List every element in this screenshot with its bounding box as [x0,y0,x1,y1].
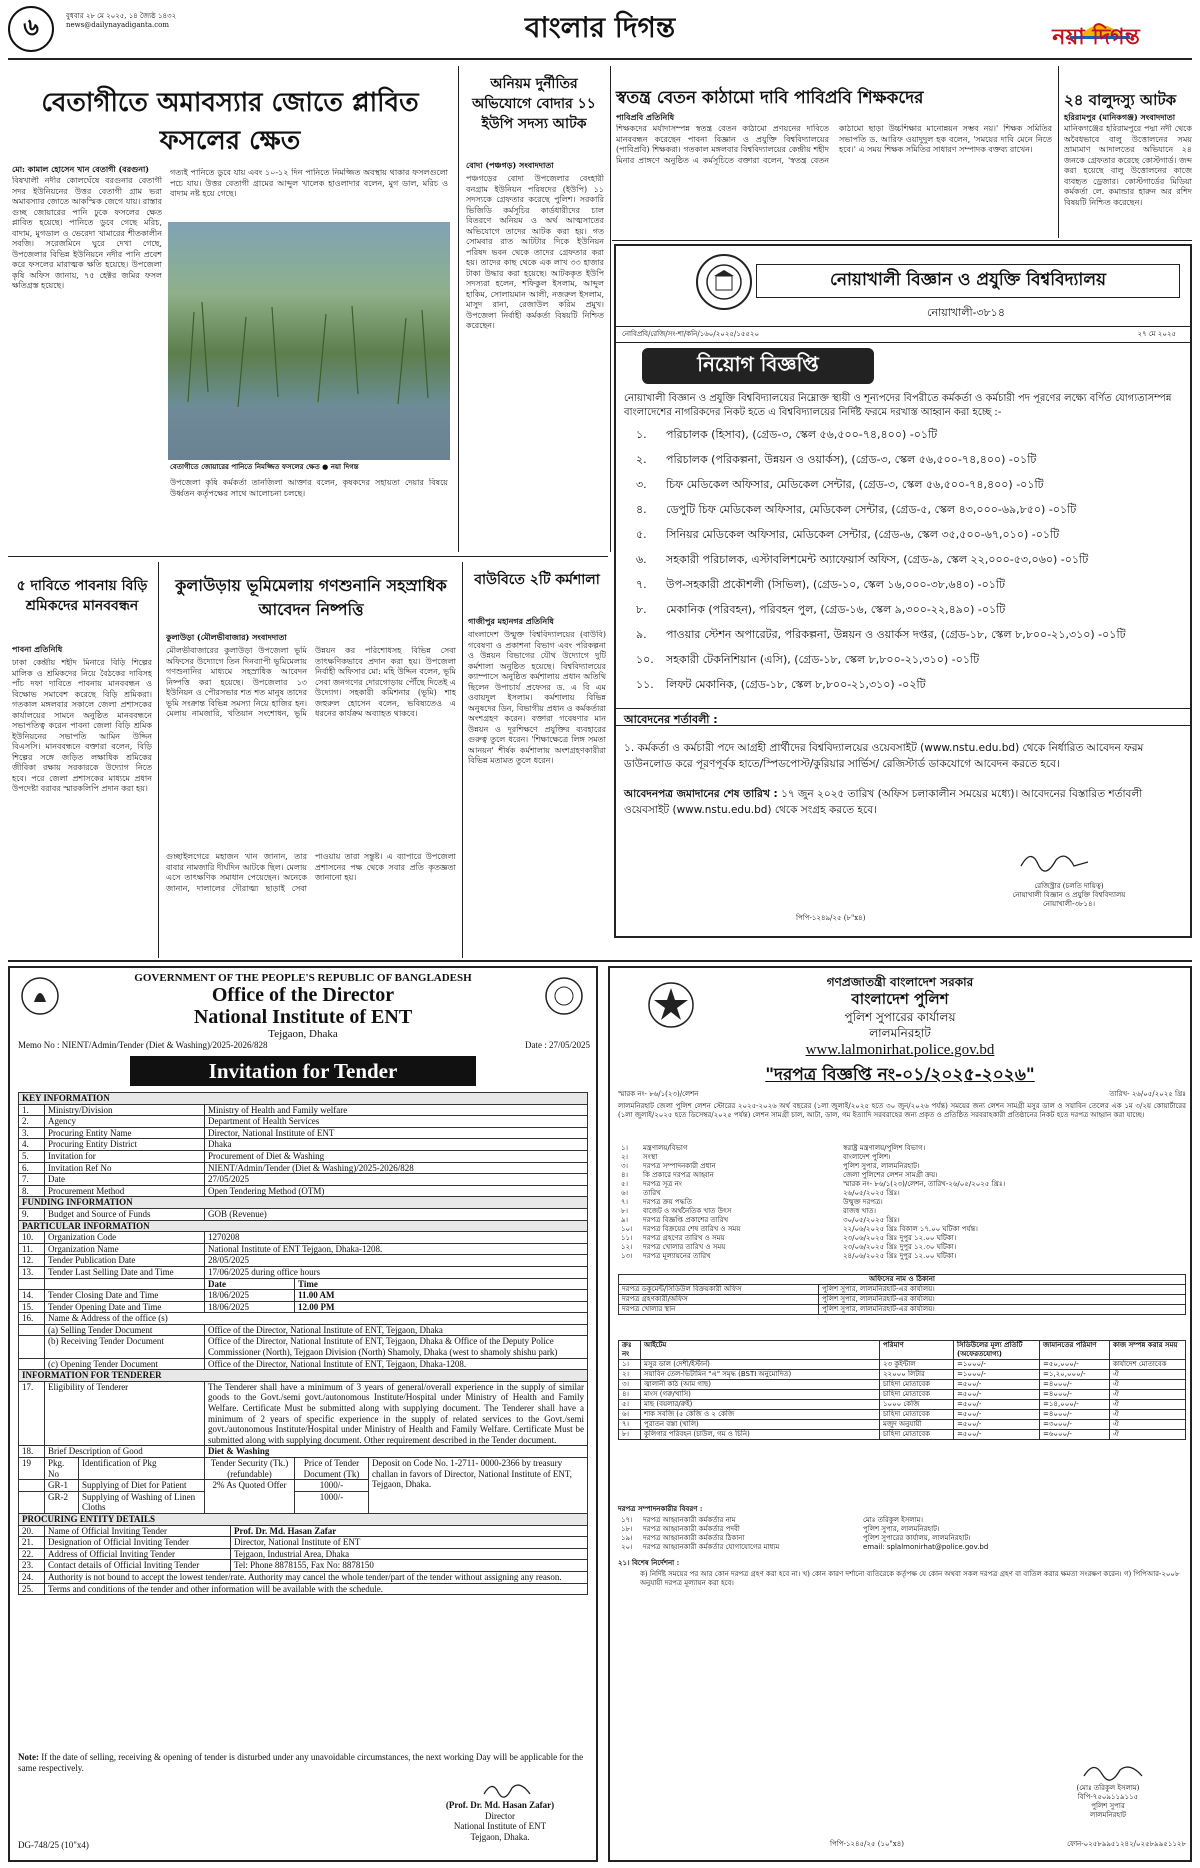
table-row: ১১। দরপত্র গ্রহণের তারিখ ও সময় ২৩/০৬/২০২৫ খ্রিঃ দুপুর ১২.০০ ঘটিকা। [621,1234,957,1242]
table-row: 11. Organization Name National Institute of ENT Tejgaon, Dhaka-1208. [19,1243,588,1255]
table-row: 3. Procuring Entity Name Director, National Institute of ENT [19,1127,588,1139]
nstu-condition-1: ১. কর্মকর্তা ও কর্মচারী পদে আগ্রহী প্রার্থীদের বিশ্ববিদ্যালয়ের ওয়েবসাইট (www.nstu.edu.bd) থেকে নির্ধারিত আবেদন ফরম ডাউনলোড করে পূরণপূর্বক হাতে/স্পিডপোস্ট/কুরিয়ার সার্ভিস/ রেজিস্টার্ড ডাকযোগে আবেদন করতে হবে। [624,742,1144,770]
police-sign-id: বিপি-৭৫০৯১১৯১১৫ [1077,1793,1139,1801]
police-org: বাংলাদেশ পুলিশ [851,990,949,1008]
police-memo: স্মারক নং- ৮৬/১(২৩)/লেশন [618,1090,699,1098]
date-line [66,12,266,30]
table-row: দরপত্র গ্রহণকারী/অফিস পুলিশ সুপার, লালমনিরহাট-এর কার্যালয়। [619,1295,1186,1305]
ent-table [18,1092,588,1595]
police-signature [1080,1758,1150,1782]
page-number: ৬ [23,13,39,41]
ent-note [18,1752,588,1774]
section-title: বাংলার দিগন্ত [524,11,676,44]
table-row: 12. Tender Publication Date 28/05/2025 [19,1255,588,1267]
ent-section: PROCURING ENTITY DETAILS [19,1513,588,1525]
table-row: ৩। দরপত্র সম্পাদনকারী প্রধান পুলিশ সুপার, লালমনিরহাট। [621,1162,920,1170]
ent-sign-place: Tejgaon, Dhaka. [470,1831,530,1842]
nstu-date: ২৭ মে ২০২৫ [1137,330,1176,338]
email-link[interactable]: news@dailynayadiganta.com [66,21,169,29]
police-intro: লালমনিরহাট জেলা পুলিশ লেশন স্টোরের ২০২৫-২০২৬ অর্থ বছরের (১লা জুলাই/২০২৫ হতে ৩০ জুন/২০২৬ পর্যন্ত) সময়ের জন্য লেশন সামগ্রী মসুর ডাল ও সয়াবিন তেলের এক ১ম ৩/২য় কোয়ার্টারের (১লা জুলাই/২০২৫ হতে ডিসেম্বর/২০২৫ পর্যন্ত) লেশন সামগ্রী চাল, আটা, ডাল, গম ইত্যাদি সরবরাহের জন্য প্রকৃত ও প্রতিষ্ঠিত সরবরাহকারী প্রতিষ্ঠানের নিকট হতে দরপত্র আহ্বান করা যাচ্ছে। [618,1102,1186,1119]
table-row: ৫। দরপত্র সূত্র নং স্মারক নং- ৮৬/১(২৩)/লেশন, তারিখ-২৬/০৫/২০২৫ খ্রিঃ। [621,1180,1006,1188]
nstu-title: নিয়োগ বিজ্ঞপ্তি [697,351,819,376]
police-phone: ফোন-০২৫৮৯৯৫১২৪২/০২৫৮৯৯৫১১২৮ [1067,1840,1186,1848]
table-row: 23. Contact details of Official Inviting Tender Tel: Phone 8878155, Fax No: 8878150 [19,1560,588,1572]
ent-sign-title: Director [485,1810,515,1821]
table-row: 21. Designation of Official Inviting Tender Director, National Institute of ENT [19,1537,588,1549]
nstu-post: ৯. পাওয়ার স্টেশন অপারেটর, পরিকল্পনা, উন্নয়ন ও ওয়ার্কস দপ্তর, (গ্রেড-১৮, স্কেল ৮,৮০০-২১,৩১০) -০১টি [636,628,1126,641]
table-row: 15. Tender Opening Date and Time 18/06/2025 12.00 PM [19,1301,588,1313]
police-special: ক) নির্দিষ্ট সময়ের পর আর কোন দরপত্র গ্রহণ করা হবে না। খ) কোন কারণ দর্শানো ব্যতিরেকে কর্তৃপক্ষ যে কোন অথবা সকল দরপত্র গ্রহণ বা বাতিল করার ক্ষমতা সংরক্ষণ করেন। গ) পিপিআর-২০০৮ অনুযায়ী দরপত্র মূল্যায়ন করা হবে। [640,1570,1180,1587]
police-signatory [1030,1784,1186,1820]
nstu-deadline: ১৭ জুন ২০২৫ তারিখ (অফিস চলাকালীন সময়ের মধ্যে)। আবেদনের বিস্তারিত শর্তাবলী ওয়েবসাইট (www.nstu.edu.bd) থেকে সংগ্রহ করতে হবে। [624,788,1143,816]
table-row: (a) Selling Tender Document Office of the Director, National Institute of ENT, Tejgaon, Dhaka [19,1324,588,1336]
flood-photo-caption: বেতাগীতে জোয়ারের পানিতে নিমজ্জিত ফসলের ক্ষেত ● নয়া দিগন্ত [170,462,359,471]
police-office: পুলিশ সুপারের কার্যালয় [844,1010,956,1024]
table-row: 9. Budget and Source of Funds GOB (Revenue) [19,1208,588,1220]
salary-headline: স্বতন্ত্র বেতন কাঠামো দাবি পাবিপ্রবি শিক্ষকদের [616,88,924,108]
land-body: মৌলভীবাজারের কুলাউড়া উপজেলা ভূমি অফিসের উদ্যোগে তিন দিনব্যাপী ভূমিমেলায় গণশুনানির মাধ্যমে সহস্রাধিক আবেদন নিষ্পত্তি করা হয়েছে। উপজেলার ১৩ ইউনিয়ন ও পৌরসভার শত শত মানুষ তাদের ভূমি সংক্রান্ত বিভিন্ন সমস্যা নিয়ে হাজির হন। মেলায় নামজারি, খতিয়ান সংশোধন, ভূমি উন্নয়ন কর পরিশোধসহ বিভিন্ন সেবা তাৎক্ষণিকভাবে প্রদান করা হয়। উপজেলা নির্বাহী অফিসার মো: মহি উদ্দিন বলেন, ভূমি সেবা জনগণের দোরগোড়ায় পৌঁছে দিতেই এ উদ্যোগ। সহকারী কমিশনার (ভূমি) শাহ জহুরুল হোসেন বলেন, ভবিষ্যতেও এ ধরনের কার্যক্রম অব্যাহত থাকবে। [166,646,456,718]
table-row: (c) Opening Tender Document Office of the Director, National Institute of ENT, Tejgaon, Dhaka-1208. [19,1358,588,1370]
flood-byline: মো: কামাল হোসেন খান বেতাগী (বরগুনা) [12,164,150,174]
nstu-post: ৭. উপ-সহকারী প্রকৌশলী (সিভিল), (গ্রেড-১০, স্কেল ১৬,০০০-৩৮,৬৪০) -০১টি [636,578,1006,591]
nstu-post: ১. পরিচালক (হিসাব), (গ্রেড-৩, স্কেল ৫৬,৫০০-৭৪,৪০০) -০১টি [636,428,938,441]
nstu-post: ৫. সিনিয়র মেডিকেল অফিসার, মেডিকেল সেন্টার, (গ্রেড-৬, স্কেল ৩৫,৫০০-৬৭,০১০) -০১টি [636,528,1060,541]
sand-headline: ২৪ বালুদস্যু আটক [1064,91,1177,109]
police-place: লালমনিরহাট [869,1026,931,1040]
police-title: "দরপত্র বিজ্ঞপ্তি নং-০১/২০২৫-২০২৬" [765,1065,1035,1085]
crop-field-icon [168,222,450,460]
table-row: GR-2 Supplying of Washing of Linen Cloths 1000/- [19,1491,588,1513]
logo-text: নয়া দিগন্ত [1052,25,1140,50]
ent-section: KEY INFORMATION [19,1093,588,1105]
police-special-label: ২১। বিশেষ নির্দেশনা : [618,1558,680,1567]
table-row: 25. Terms and conditions of the tender and other information will be available with the schedule. [19,1583,588,1595]
sand-body: মানিকগঞ্জের হরিরামপুরে পদ্মা নদী থেকে অবৈধভাবে বালু উত্তোলনের সময় ভ্রাম্যমাণ আদালতের অভিযানে ২৪ জনকে গ্রেফতার করেছে কোস্টগার্ড। জব্দ করা হয়েছে বালু উত্তোলনের কাজে ব্যবহৃত ড্রেজার। কোস্টগার্ডের মিডিয়া কর্মকর্তা লে. কমান্ডার হারুন অর রশিদ বিষয়টি নিশ্চিত করেছেন। [1064,124,1192,207]
nstu-post: ৮. মেকানিক (পরিবহন), পরিবহন পুল, (গ্রেড-১৬, স্কেল ৯,৩০০-২২,৪৯০) -০১টি [636,603,1006,616]
table-row: 16. Name & Address of the office (s) [19,1313,588,1325]
table-row: 19 Pkg. No Identification of Pkg Tender Security (Tk.) (refundable) Price of Tender Document (Tk) Deposit on Code No. 1-2711- 0000-2366 by treasury challan in favors of Director, National Institute of ENT, Tejgaon, Dhaka. [19,1458,588,1480]
ent-office-1: Office of the Director [211,984,395,1006]
nstu-signature [1016,846,1096,876]
flood-photo [168,222,450,460]
police-gov: গণপ্রজাতন্ত্রী বাংলাদেশ সরকার [826,975,974,989]
police-tender [608,966,1192,1862]
table-row: 6. Invitation Ref No NIENT/Admin/Tender (Diet & Washing)/2025-2026/828 [19,1162,588,1174]
ent-section: INFORMATION FOR TENDERER [19,1370,588,1382]
police-pid: পিপি-১২৪৫/২৫ (১০"x৪) [830,1840,904,1848]
nstu-signatory [956,882,1182,909]
table-row: (b) Receiving Tender Document Office of the Director, National Institute of ENT, Tejgaon, Dhaka & Office of the Deputy Police Commissioner (North), Tejgaon Division (North) Shamoly, Dhaka (west to shamoly shishu park) [19,1336,588,1358]
table-row: 2. Agency Department of Health Services [19,1116,588,1128]
arrest-byline: বোদা (পঞ্চগড়) সংবাদদাতা [466,160,554,170]
nstu-notice [614,244,1192,938]
bangladesh-emblem-icon [20,976,60,1016]
table-row: ৬। শাক সবজি (৫ কেজি ও ২ কেজি চাহিদা মোতাবেক =৫০০/- =৪০০০/- ঐ [619,1410,1186,1420]
ent-note-label: Note: [18,1752,39,1762]
table-row: ৮। বাজেট ও অর্থনৈতিক খাত উৎস রাজস্ব খাত। [621,1207,877,1215]
land-body-2: গুচ্ছাইলগেরে মহাজন খান জানান, তার বাবার নামজারি দীর্ঘদিন আটকে ছিল। মেলায় এসে তাৎক্ষণিক সমাধান পেয়েছেন। অনেকে জানান, দালালের দৌরাত্ম্য ছাড়াই সেবা পাওয়ায় তারা সন্তুষ্ট। এ ব্যাপারে উপজেলা প্রশাসনের পক্ষ থেকে সবার প্রতি কৃতজ্ঞতা জানানো হয়। [166,852,456,893]
table-row: 24. Authority is not bound to accept the lowest tender/rate. Authority may cancel the whole tender/part of the tender without assigning any reason. [19,1571,588,1583]
table-row: ৪। কি প্রকারে দরপত্র আহ্বান জেলা পুলিশের লেশন সামগ্রী ক্রয়। [621,1171,938,1179]
ent-logo [544,976,584,1016]
table-row: ১০। দরপত্র বিক্রয়ের শেষ তারিখ ও সময় ২২/০৬/২০২৫ খ্রিঃ বিকাল ১৭.০০ ঘটিকা পর্যন্ত। [621,1225,978,1233]
table-row: ১৭। দরপত্র আহ্বানকারী কর্মকর্তার নাম মোঃ তরিকুল ইসলাম। [621,1516,924,1524]
table-row: 13. Tender Last Selling Date and Time 17/06/2025 during office hours [19,1266,588,1278]
police-items-table: ক্রঃ নং আইটেম পরিমাণ সিডিউলের মূল্য প্রতিটি (অফেরতযোগ্য) জামানতের পরিমাণ কাজ সম্পন্ন করার সময় ১। মসুর ডাল (দেশী/ইস্টার্ন) ২৩ কুইন্টাল =১০০০/- =৫০,০০০/- কার্যাদেশ মোতাবেক ২। সয়াবিন তেল-ভিটামিন "এ" সমৃদ্ধ (BSTI অনুমোদিত) ২২০০০ লিটার =১০০০/- =১,২০,০০০/- ঐ ৩। জ্বালানী কাঠ (আম গাছ) চাহিদা মোতাবেক =৫০০/- =৪০০০/- ঐ ৪। মাংস (গরু/খাসি) চাহিদা মোতাবেক =৫০০/- =৪০০০/- ঐ ৫। মাছ (বয়লার/রুই) ১০০০ কেজি =৫০০/- =১৪,০০০/- ঐ ৬। শাক সবজি (৫ কেজি ও ২ কেজি চাহিদা মোতাবেক =৫০০/- =৪০০০/- ঐ ৭। পুরাতন বস্তা (খালি) মজুদ অনুযায়ী =৫০০/- =৩০০০/- ঐ ৮। কুলিগার পরিবহন (চাউল, গম ও চিনি) চাহিদা মোতাবেক =৫০০/- =৬০০০/- ঐ [618,1340,1186,1440]
nstu-pid: পিপি-১২৪৯/২৫ (৮"x৪) [796,914,866,922]
table-row: ৩। জ্বালানী কাঠ (আম গাছ) চাহিদা মোতাবেক =৫০০/- =৪০০০/- ঐ [619,1380,1186,1390]
nstu-intro: নোয়াখালী বিজ্ঞান ও প্রযুক্তি বিশ্ববিদ্যালয়ের নিম্নোক্ত স্থায়ী ও শূন্যপদের বিপরীতে কর্মকর্তা ও কর্মচারী পদ পূরণের লক্ষ্যে বর্ণিত যোগ্যতাসম্পন্ন বাংলাদেশের নাগরিকদের নিকট হতে এ বিশ্ববিদ্যালয়ের নির্দিষ্ট ফরমে দরখাস্ত আহ্বান করা হচ্ছে :- [624,393,1172,418]
ent-sign-org: National Institute of ENT [453,1821,547,1831]
nstu-conditions-label: আবেদনের শর্তাবলী : [624,713,718,726]
table-row: ২০। দরপত্র আহ্বানকারী কর্মকর্তার যোগাযোগের মাধ্যম email: splalmonirhat@police.gov.bd [621,1543,989,1551]
table-row: ৯। দরপত্র বিজ্ঞপ্তি প্রকাশের তারিখ ৩০/০৫/২০২৫ খ্রিঃ। [621,1216,900,1224]
nstu-logo [696,254,752,310]
signature-icon [1016,846,1096,876]
table-row: 5. Invitation for Procurement of Diet & Washing [19,1150,588,1162]
table-row: 7. Date 27/05/2025 [19,1174,588,1186]
ent-section: FUNDING INFORMATION [19,1197,588,1209]
workers-body: ঢাকা কেন্দ্রীয় শহীদ মিনারে বিড়ি শিল্পের মালিক ও শ্রমিকদের নিয়ে বৈঠকের দাবিসহ পাঁচ দফা দাবিতে পাবনায় মানববন্ধন ও বিক্ষোভ সমাবেশ করেছে বিড়ি শ্রমিকরা। গতকাল মঙ্গলবার সকালে জেলা প্রশাসকের কার্যালয়ের সামনে অনুষ্ঠিত মানববন্ধনে সভাপতিত্ব করেন পাবনা জেলা বিড়ি শ্রমিক ইউনিয়নের সভাপতি আমিন উদ্দিন বিএসসি। মানববন্ধনে বক্তারা বলেন, বিড়ি শিল্পের সঙ্গে জড়িত লক্ষাধিক শ্রমিকের জীবিকা রক্ষায় সরকারকে উদ্যোগ নিতে হবে। পরে জেলা প্রশাসকের মাধ্যমে প্রধান উপদেষ্টা বরাবর স্মারকলিপি প্রদান করা হয়। [12,658,152,793]
nstu-signatory-org: নোয়াখালী বিজ্ঞান ও প্রযুক্তি বিশ্ববিদ্যালয় [1012,891,1126,899]
nstu-post: ১১. লিফট মেকানিক, (গ্রেড-১৮, স্কেল ৮,৮০০-২১,৩১০) -০২টি [636,678,926,691]
ent-dg: DG-748/25 (10"x4) [18,1840,89,1850]
signature-icon [480,1778,540,1800]
police-sign-place: লালমনিরহাট [1090,1811,1126,1819]
arrest-body: পঞ্চগড়ের বোদা উপজেলার বেংহারী বনগ্রাম ইউনিয়ন পরিষদের (ইউপি) ১১ সদস্যকে গ্রেফতার করেছে পুলিশ। সরকারি ভিজিডি কর্মসূচির কার্ডধারীদের চাল বিতরণে অনিয়ম ও অর্থ আত্মসাতের অভিযোগে তাদের আটক করা হয়। গত সোমবার রাত আটটার দিকে ইউনিয়ন পরিষদ ভবন থেকে তাদের গ্রেফতার করা হয়। তাদের কাছ থেকে এক লাখ ৩৩ হাজার টাকা উদ্ধার করা হয়েছে। আটককৃত ইউপি সদস্যরা হলেন, শফিকুল ইসলাম, আব্দুল হাকিম, সোলায়মান আলী, নজরুল ইসলাম, মাসুদ রানা, রেজাউল করিম প্রমুখ। উপজেলা নির্বাহী কর্মকর্তা বিষয়টি নিশ্চিত করেছেন। [466,174,604,330]
police-office-head: অফিসের নাম ও ঠিকানা [619,1275,1186,1285]
flood-headline: বেতাগীতে অমাবস্যার জোতে প্লাবিত ফসলের ক্ষেত [41,88,419,156]
flood-body-3: উপজেলা কৃষি কর্মকর্তা তানজিলা আক্তার বলেন, কৃষকদের সহায়তা দেয়ার বিষয়ে উর্ধ্বতন কর্তৃপক্ষের সাথে আলোচনা চলছে। [170,478,448,498]
page-number-box [8,6,54,52]
nstu-post: ৬. সহকারী পরিচালক, এস্টাবলিশমেন্ট অ্যাফেয়ার্স অফিস, (গ্রেড-৯, স্কেল ২২,০০০-৫৩,০৬০) -০১টি [636,553,1089,566]
ent-note-text: If the date of selling, receiving & opening of tender is disturbed under any unavoidable circumstances, the next working Day will be applicable for the same respectively. [18,1752,584,1773]
ent-title: Invitation for Tender [208,1058,398,1083]
workers-headline: ৫ দাবিতে পাবনায় বিড়ি শ্রমিকদের মানববন্ধন [16,578,148,614]
salary-body: শিক্ষকদের মর্যাদাসম্পন্ন স্বতন্ত্র বেতন কাঠামো প্রণয়নের দাবিতে মানববন্ধন করেছেন পাবনা বিজ্ঞান ও প্রযুক্তি বিশ্ববিদ্যালয়ের (পাবিপ্রবি) শিক্ষকরা। গতকাল মঙ্গলবার বিশ্ববিদ্যালয়ের কেন্দ্রীয় শহীদ মিনার প্রাঙ্গণে অনুষ্ঠিত এ কর্মসূচিতে বক্তারা বলেন, 'স্বতন্ত্র বেতন কাঠামো ছাড়া উচ্চশিক্ষার মানোন্নয়ন সম্ভব নয়।' শিক্ষক সমিতির সভাপতি ড. আরিফ ওয়াদুদুল হক বলেন, 'সময়ের দাবি মেনে নিতে হবে।' এ সময় শিক্ষক সমিতির সাধারণ সম্পাদক বক্তব্য রাখেন। [616,124,1052,165]
table-row: ১৮। দরপত্র আহ্বানকারী কর্মকর্তার পদবী পুলিশ সুপার, লালমনিরহাট। [621,1525,940,1533]
ent-memo: Memo No : NIENT/Admin/Tender (Diet & Washing)/2025-2026/828 [18,1040,268,1050]
police-info-table [618,1144,1186,1261]
nstu-post: ২. পরিচালক (পরিকল্পনা, উন্নয়ন ও ওয়ার্কস), (গ্রেড-৩, স্কেল ৫৬,৫০০-৭৪,৪০০) -০১টি [636,453,1037,466]
police-website[interactable]: www.lalmonirhat.police.gov.bd [805,1042,995,1058]
flood-body-2: গত্যই পানিতে ডুবে যায় এবং ১০-১২ দিন পানিতে নিমজ্জিত অবস্থায় থাকার ফসলগুলো পচে যায়। উত্তর বেতাগী গ্রামের আব্দুল খালেক হাওলাদার বলেন, মুগ ডাল, মরিচ ও বাদাম নষ্ট হয়ে গেছে। [170,168,448,198]
table-row: 1. Ministry/Division Ministry of Health and Family welfare [19,1104,588,1116]
table-row: 20. Name of Official Inviting Tender Prof. Dr. Md. Hasan Zafar [19,1525,588,1537]
nstu-deadline-label: আবেদনপত্র জমাদানের শেষ তারিখ : [624,788,778,800]
table-row: ৬। তারিখ ২৬/০৫/২০২৫ খ্রিঃ। [621,1189,900,1197]
logo [1000,10,1192,50]
table-row: GR-1 Supplying of Diet for Patient 2% As Quoted Offer 1000/- [19,1480,588,1492]
table-row: ১৩। দরপত্র মূল্যায়নের তারিখ ২৪/০৬/২০২৫ খ্রিঃ দুপুর ১২.০০ ঘটিকা। [621,1252,957,1260]
table-row: ৫। মাছ (বয়লার/রুই) ১০০০ কেজি =৫০০/- =১৪,০০০/- ঐ [619,1400,1186,1410]
table-row: Date Time [19,1278,588,1290]
police-sign-name: (মোঃ তরিকুল ইসলাম) [1076,1784,1140,1792]
university-emblem-icon [704,262,744,302]
police-logo [646,980,696,1030]
ent-sign-name: (Prof. Dr. Md. Hasan Zafar) [445,1800,555,1810]
nstu-university-name: নোয়াখালী বিজ্ঞান ও প্রযুক্তি বিশ্ববিদ্যালয় [829,270,1107,290]
nstu-location: নোয়াখালী-৩৮১৪ [927,306,1005,319]
table-row: ১। মসুর ডাল (দেশী/ইস্টার্ন) ২৩ কুইন্টাল =১০০০/- =৫০,০০০/- কার্যাদেশ মোতাবেক [619,1360,1186,1370]
land-byline: কুলাউড়া (মৌলভীবাজার) সংবাদদাতা [166,632,287,642]
table-row: দরপত্র ডকুমেন্ট/সিডিউল বিক্রয়কারী অফিস পুলিশ সুপার, লালমনিরহাট-এর কার্যালয়। [619,1285,1186,1295]
nstu-signatory-loc: নোয়াখালী-৩৮১৪। [1042,900,1096,908]
nstu-signatory-title: রেজিস্ট্রার (চলতি দায়িত্ব) [1034,882,1104,890]
ent-signatory [410,1800,590,1842]
workshop-headline: বাউবিতে ২টি কর্মশালা [474,572,600,588]
police-sign-title: পুলিশ সুপার [1091,1802,1125,1810]
ent-tender [8,966,598,1862]
ent-title-box [130,1056,476,1086]
ent-office-2: National Institute of ENT [193,1006,413,1028]
table-row: ২। সংস্থা বাংলাদেশ পুলিশ। [621,1153,891,1161]
bd-emblem [20,976,60,1016]
table-row: দরপত্র খোলার স্থান পুলিশ সুপার, লালমনিরহাট-এর কার্যালয়। [619,1305,1186,1315]
date-text: বুধবার ২৮ মে ২০২৫, ১৪ জ্যৈষ্ঠ ১৪৩২ [66,12,177,20]
police-contact-label: দরপত্র সম্পাদনকারীর বিবরণ : [618,1504,703,1513]
table-row: ৮। কুলিগার পরিবহন (চাউল, গম ও চিনি) চাহিদা মোতাবেক =৫০০/- =৬০০০/- ঐ [619,1430,1186,1440]
workshop-byline: গাজীপুর মহানগর প্রতিনিধি [468,616,554,626]
ent-institute-logo-icon [544,976,584,1016]
table-row: ২। সয়াবিন তেল-ভিটামিন "এ" সমৃদ্ধ (BSTI অনুমোদিত) ২২০০০ লিটার =১০০০/- =১,২০,০০০/- ঐ [619,1370,1186,1380]
nstu-post: ৩. চিফ মেডিকেল অফিসার, মেডিকেল সেন্টার, (গ্রেড-৩, স্কেল ৫৬,৫০০-৭৪,৪০০) -০১টি [636,478,1044,491]
table-row: ১২। দরপত্র খোলার তারিখ ও সময় ২৩/০৬/২০২৫ খ্রিঃ দুপুর ১২.৩০ ঘটিকা। [621,1243,957,1251]
table-row: ৭। দরপত্র ক্রয় পদ্ধতি উন্মুক্ত দরপত্র। [621,1198,883,1206]
table-row: ১। মন্ত্রণালয়/বিভাগ স্বরাষ্ট্র মন্ত্রণালয়/পুলিশ বিভাগ। [621,1144,926,1152]
police-emblem-icon [646,980,696,1030]
nstu-memo: নোবিপ্রবি/রেজি/সং-শা/কনি/১৬০/২০২৫/১৫৫২০ [622,330,760,338]
table-row: 22. Address of Official Inviting Tender Tejgaon, Industrial Area, Dhaka [19,1548,588,1560]
land-headline: কুলাউড়ায় ভূমিমেলায় গণশুনানি সহস্রাধিক আবেদন নিষ্পত্তি [175,576,447,619]
table-row: ১৯। দরপত্র আহ্বানকারী কর্মকর্তার ঠিকানা পুলিশ সুপারের কার্যালয়, লালমনিরহাট। [621,1534,971,1542]
police-contact-table [618,1516,1186,1552]
workshop-body: বাংলাদেশ উন্মুক্ত বিশ্ববিদ্যালয়ের (বাউবি) গবেষণা ও প্রকাশনা বিভাগ এবং পরিকল্পনা ও উন্নয়ন বিভাগের যৌথ উদ্যোগে দুটি কর্মশালা অনুষ্ঠিত হয়েছে। বিশ্ববিদ্যালয়ের ক্যাম্পাসে অনুষ্ঠিত কর্মশালায় প্রধান অতিথি ছিলেন উপাচার্য প্রফেসর ড. এ বি এম ওবায়দুল ইসলাম। কর্মশালায় বিভিন্ন অনুষদের ডিন, বিভাগীয় প্রধান ও কর্মকর্তারা অংশগ্রহণ করেন। বক্তারা গবেষণার মান উন্নয়ন ও দূরশিক্ষণে প্রযুক্তির ব্যবহারের গুরুত্ব তুলে ধরেন। 'শিক্ষাক্ষেত্রে লিঙ্গ সমতা আনয়ন' শীর্ষক কর্মশালায় অংশগ্রহণকারীরা বিভিন্ন মতামত তুলে ধরেন। [468,630,606,765]
ent-date: Date : 27/05/2025 [525,1040,590,1050]
table-row: 8. Procurement Method Open Tendering Method (OTM) [19,1185,588,1197]
table-row: ৪। মাংস (গরু/খাসি) চাহিদা মোতাবেক =৫০০/- =৪০০০/- ঐ [619,1390,1186,1400]
police-office-table [618,1274,1186,1315]
ent-signature [480,1778,540,1800]
table-row: 18. Brief Description of Good Diet & Washing [19,1446,588,1458]
table-row: 14. Tender Closing Date and Time 18/06/2025 11.00 AM [19,1290,588,1302]
signature-icon [1080,1758,1150,1782]
table-row: 17. Eligibility of Tenderer The Tenderer shall have a minimum of 3 years of general/overall experience in the supply of similar goods to the Govt./semi govt./autonomous Institute/Hospital under Ministry of Health and Family Welfare. Certificate Must be submitted along with supplying document. The Tenderer shall have a minimum of 2 years of specific experience in the supply of related services to the Govt./semi govt./autonomous Institute/Hospital under Ministry of Health and Family Welfare. Certificate Must be submitted along with supplying document. Other requirement described in the Tender document. [19,1381,588,1446]
ent-gov: GOVERNMENT OF THE PEOPLE'S REPUBLIC OF BANGLADESH [134,972,472,984]
nstu-post: ৪. ডেপুটি চিফ মেডিকেল অফিসার, মেডিকেল সেন্টার, (গ্রেড-৫, স্কেল ৪৩,০০০-৬৯,৮৫০) -০১টি [636,503,1077,516]
table-row: 4. Procuring Entity District Dhaka [19,1139,588,1151]
ent-section: PARTICULAR INFORMATION [19,1220,588,1232]
nstu-post: ১০. সহকারী টেকনিশিয়ান (এসি), (গ্রেড-১৮, স্কেল ৮,৮০০-২১,৩১০) -০১টি [636,653,980,666]
arrest-headline: অনিয়ম দুর্নীতির অভিযোগে বোদার ১১ ইউপি সদস্য আটক [472,76,596,132]
salary-byline: পাবিপ্রবি প্রতিনিধি [616,112,675,122]
workers-byline: পাবনা প্রতিনিধি [12,644,63,654]
flood-body: বিষখালী নদীর কোলঘেঁষে বরগুনার বেতাগী সদর ইউনিয়নের উত্তর বেতাগী গ্রাম ভরা অমাবস্যার জোতে আকস্মিক জেগে যায়। রাস্তার গুচ্ছ জোয়ারের পানি ঢুকে ফসলের ক্ষেত প্লাবিত হয়েছে। পানিতে ডুবে গেছে মরিচ, বাদাম, মুগডাল ও ভেরেদা খামারের শীতকালীন সবজি। সরেজমিনে ঘুরে দেখা গেছে, উপজেলার বিভিন্ন ইউনিয়নে নদীর পানি প্রবেশ করে ফসলের মারাত্মক ক্ষতি হয়েছে। উপজেলা কৃষি অফিস জানায়, ৭৫ হেক্টর জমির ফসল ক্ষতিগ্রস্ত হয়েছে। [12,176,162,290]
table-row: 10. Organization Code 1270208 [19,1232,588,1244]
nstu-title-box [642,348,874,384]
nstu-deadline-block [624,786,1182,818]
sand-byline: হরিরামপুর (মানিকগঞ্জ) সংবাদদাতা [1064,112,1176,122]
ent-place: Tejgaon, Dhaka [268,1028,338,1040]
police-date: তারিখ- ২৬/০৫/২০২৫ খ্রিঃ [1109,1090,1186,1098]
nstu-post-list [636,422,1182,697]
table-row: ৭। পুরাতন বস্তা (খালি) মজুদ অনুযায়ী =৫০০/- =৩০০০/- ঐ [619,1420,1186,1430]
